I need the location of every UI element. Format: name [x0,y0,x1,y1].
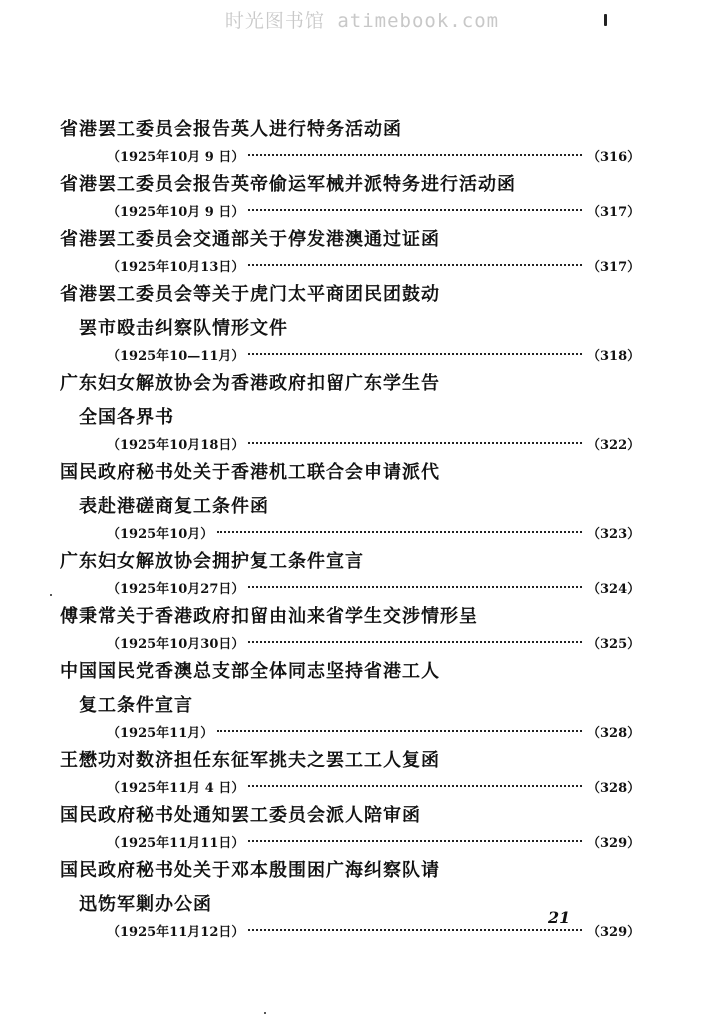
entry-page-number: （317） [587,259,641,275]
entry-date: （1925年11月12日） [107,924,245,940]
entry-date-line [107,776,586,796]
entry-date: （1925年10—11月） [107,348,245,364]
entry-title: 中国国民党香澳总支部全体同志坚持省港工人 [60,661,440,682]
entry-date: （1925年10月27日） [107,581,245,597]
entry-date-line [107,344,586,364]
entry-date: （1925年11月11日） [107,835,245,851]
entry-date: （1925年10月 9 日） [107,149,245,165]
dot-leader [248,785,582,787]
entry-title-continued: 全国各界书 [79,407,174,428]
entry-page-number: （325） [587,636,641,652]
entry-date: （1925年10月30日） [107,636,245,652]
scan-speck [604,14,607,26]
entry-date: （1925年10月） [107,526,214,542]
entry-title: 傅秉常关于香港政府扣留由汕来省学生交涉情形呈 [60,606,478,627]
entry-title-continued: 罢市殴击纠察队情形文件 [79,318,288,339]
dot-leader [248,442,582,444]
entry-title: 国民政府秘书处关于邓本殷围困广海纠察队请 [60,860,440,881]
entry-date-line [107,632,586,652]
dot-leader [248,929,582,931]
entry-title: 省港罢工委员会等关于虎门太平商团民团鼓动 [60,284,440,305]
dot-leader [248,264,582,266]
entry-title: 王懋功对数济担任东征军挑夫之罢工工人复函 [60,750,440,771]
entry-title: 省港罢工委员会交通部关于停发港澳通过证函 [60,229,440,250]
entry-page-number: （329） [587,924,641,940]
scan-speck [50,594,52,596]
entry-date: （1925年11月 4 日） [107,780,245,796]
entry-title: 省港罢工委员会报告英人进行特务活动函 [60,119,402,140]
entry-page-number: （328） [587,725,641,741]
entry-page-number: （324） [587,581,641,597]
dot-leader [248,353,582,355]
dot-leader [248,586,582,588]
entry-page-number: （317） [587,204,641,220]
entry-title-continued: 表赴港磋商复工条件函 [79,496,269,517]
entry-title-continued: 复工条件宣言 [79,695,193,716]
entry-date-line [107,255,586,275]
dot-leader [248,209,582,211]
dot-leader [217,730,582,732]
entry-date: （1925年11月） [107,725,214,741]
dot-leader [248,840,582,842]
entry-date-line [107,831,586,851]
entry-date: （1925年10月13日） [107,259,245,275]
entry-date-line [107,920,586,940]
entry-date: （1925年10月18日） [107,437,245,453]
entry-page-number: （323） [587,526,641,542]
entry-date: （1925年10月 9 日） [107,204,245,220]
dot-leader [248,641,582,643]
scan-speck [264,1012,266,1014]
entry-date-line [107,577,586,597]
dot-leader [217,531,582,533]
page-number: 21 [548,908,571,927]
entry-date-line [107,522,586,542]
entry-page-number: （328） [587,780,641,796]
entry-page-number: （329） [587,835,641,851]
entry-date-line [107,721,586,741]
dot-leader [248,154,582,156]
entry-title: 国民政府秘书处通知罢工委员会派人陪审函 [60,805,421,826]
entry-date-line [107,145,586,165]
entry-date-line [107,433,586,453]
entry-page-number: （316） [587,149,641,165]
entry-page-number: （322） [587,437,641,453]
entry-title-continued: 迅饬军剿办公函 [79,894,212,915]
entry-title: 国民政府秘书处关于香港机工联合会申请派代 [60,462,440,483]
entry-page-number: （318） [587,348,641,364]
entry-title: 省港罢工委员会报告英帝偷运军械并派特务进行活动函 [60,174,516,195]
entry-title: 广东妇女解放协会拥护复工条件宣言 [60,551,364,572]
watermark: 时光图书馆 atimebook.com [224,10,500,32]
entry-date-line [107,200,586,220]
entry-title: 广东妇女解放协会为香港政府扣留广东学生告 [60,373,440,394]
